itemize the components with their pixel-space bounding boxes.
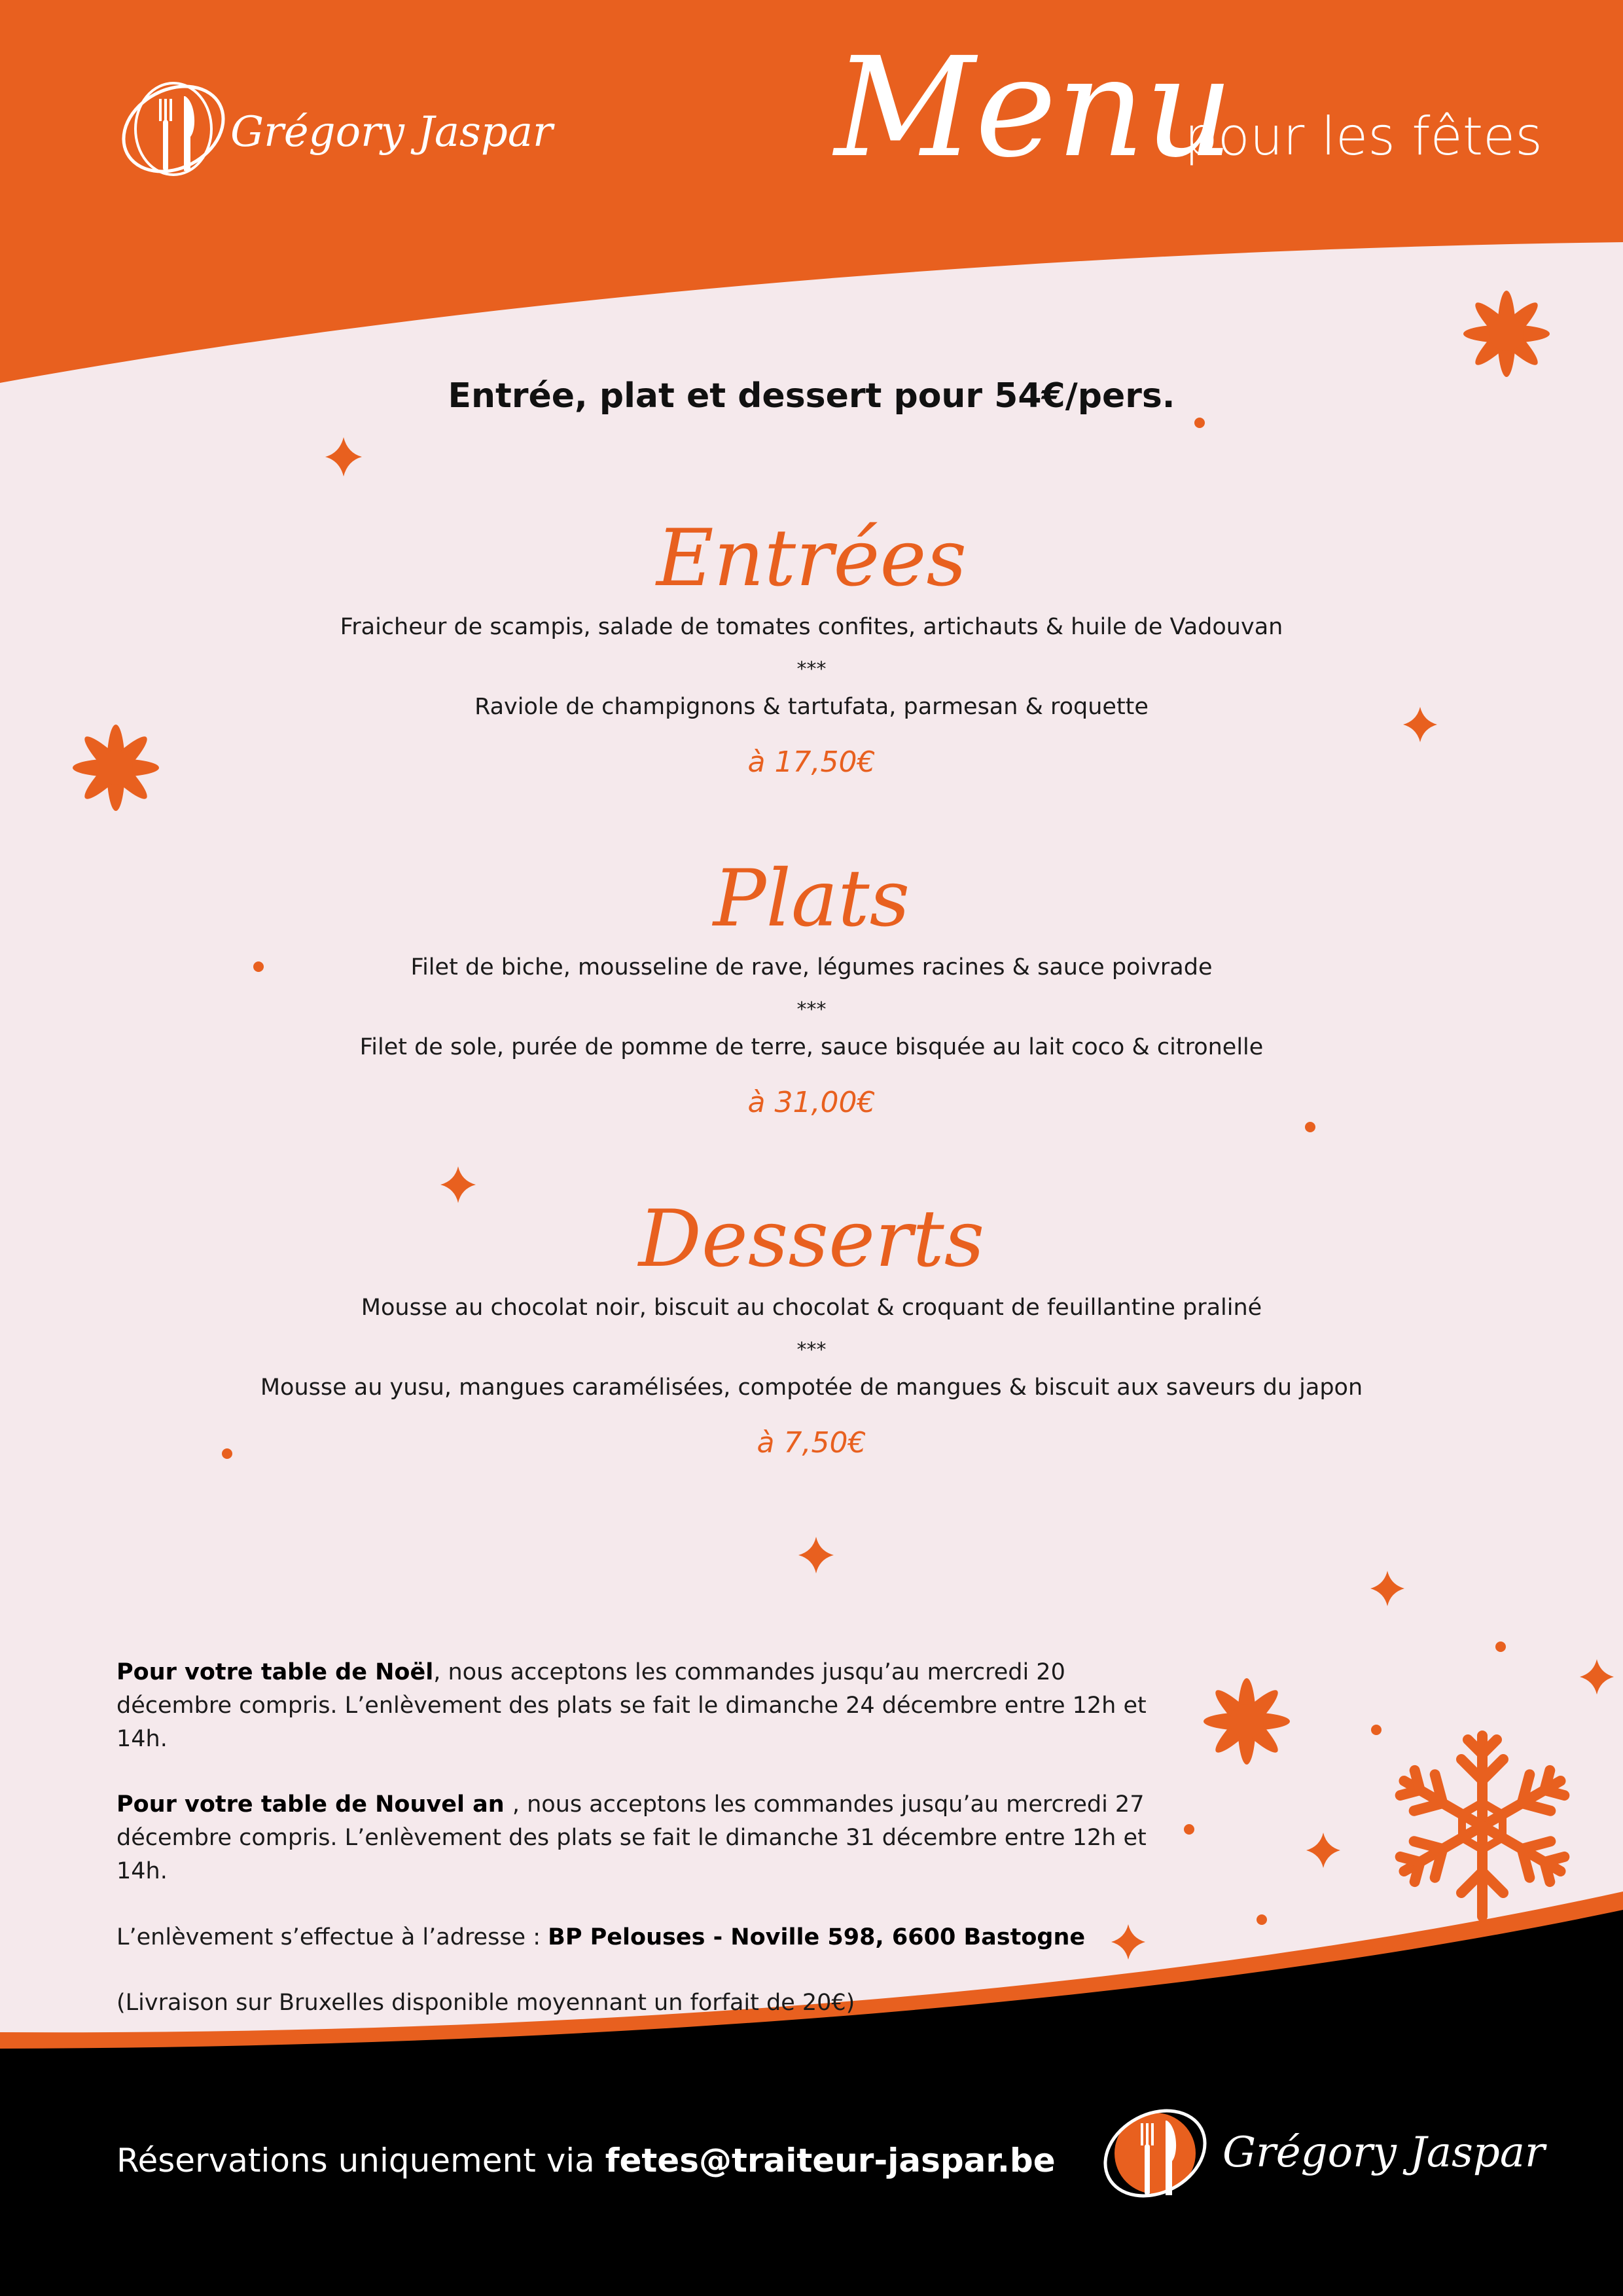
reservation-email[interactable]: fetes@traiteur-jaspar.be [605,2142,1056,2179]
menu-subtitle: pour les fêtes [1185,106,1543,167]
star-flower-icon [1463,291,1550,377]
dish-item: Mousse au yusu, mangues caramélisées, compotée de mangues & biscuit aux saveurs du japon [260,1374,1363,1401]
sparkle-icon [798,1537,834,1573]
section-price: à 31,00€ [747,1086,876,1119]
sparkle-icon [1306,1833,1340,1868]
info-pickup-text: L’enlèvement s’effectue à l’adresse : [116,1924,548,1950]
reservation-line [116,2142,1056,2179]
section-desserts [0,1193,1623,1460]
dish-separator: *** [796,1338,827,1361]
info-noel-text: , nous acceptons les commandes jusqu’au mercredi 20 décembre compris. L’enlèvement des plats se fait le dimanche 24 décembre entre 12h et 14h. [116,1659,1147,1752]
info-nouvel-an [116,1788,1164,1888]
section-entrees [0,512,1623,779]
footer-brand-name: Grégory Jaspar [1222,2128,1545,2177]
dish-item: Mousse au chocolat noir, biscuit au chocolat & croquant de feuillantine praliné [361,1295,1262,1321]
info-pickup [116,1921,1164,1954]
section-plats [0,852,1623,1119]
dish-item: Fraicheur de scampis, salade de tomates confites, artichauts & huile de Vadouvan [340,614,1283,640]
info-noel [116,1656,1164,1755]
sparkle-icon [325,437,362,476]
dish-separator: *** [796,657,827,681]
section-title: Plats [713,853,910,944]
section-price: à 17,50€ [747,745,876,779]
info-nouvel-an-text: , nous acceptons les commandes jusqu’au mercredi 27 décembre compris. L’enlèvement des plats se fait le dimanche 31 décembre entre 12h et 14h. [116,1791,1147,1884]
section-title: Desserts [638,1194,985,1285]
header-band [0,0,1623,383]
info-nouvel-an-bold: Pour votre table de Nouvel an [116,1791,512,1818]
price-tagline: Entrée, plat et dessert pour 54€/pers. [448,376,1175,416]
sparkle-icon [1580,1659,1614,1695]
dish-item: Filet de biche, mousseline de rave, légumes racines & sauce poivrade [410,954,1213,980]
info-noel-bold: Pour votre table de Noël [116,1659,434,1685]
dish-separator: *** [796,997,827,1021]
snowflake-icon [1393,1736,1571,1916]
reservation-text: Réservations uniquement via [116,2142,605,2179]
order-info [116,1656,1164,2053]
sparkle-icon [1370,1571,1404,1606]
section-title: Entrées [656,513,967,604]
header-brand-name: Grégory Jaspar [230,108,553,156]
star-flower-icon [1204,1678,1290,1765]
dish-item: Raviole de champignons & tartufata, parmesan & roquette [474,693,1149,720]
info-delivery: (Livraison sur Bruxelles disponible moyennant un forfait de 20€) [116,1990,855,2017]
menu-title: Menu [834,27,1234,188]
info-pickup-address: BP Pelouses - Noville 598, 6600 Bastogne [548,1924,1086,1950]
section-price: à 7,50€ [757,1426,866,1460]
dish-item: Filet de sole, purée de pomme de terre, sauce bisquée au lait coco & citronelle [359,1033,1264,1060]
